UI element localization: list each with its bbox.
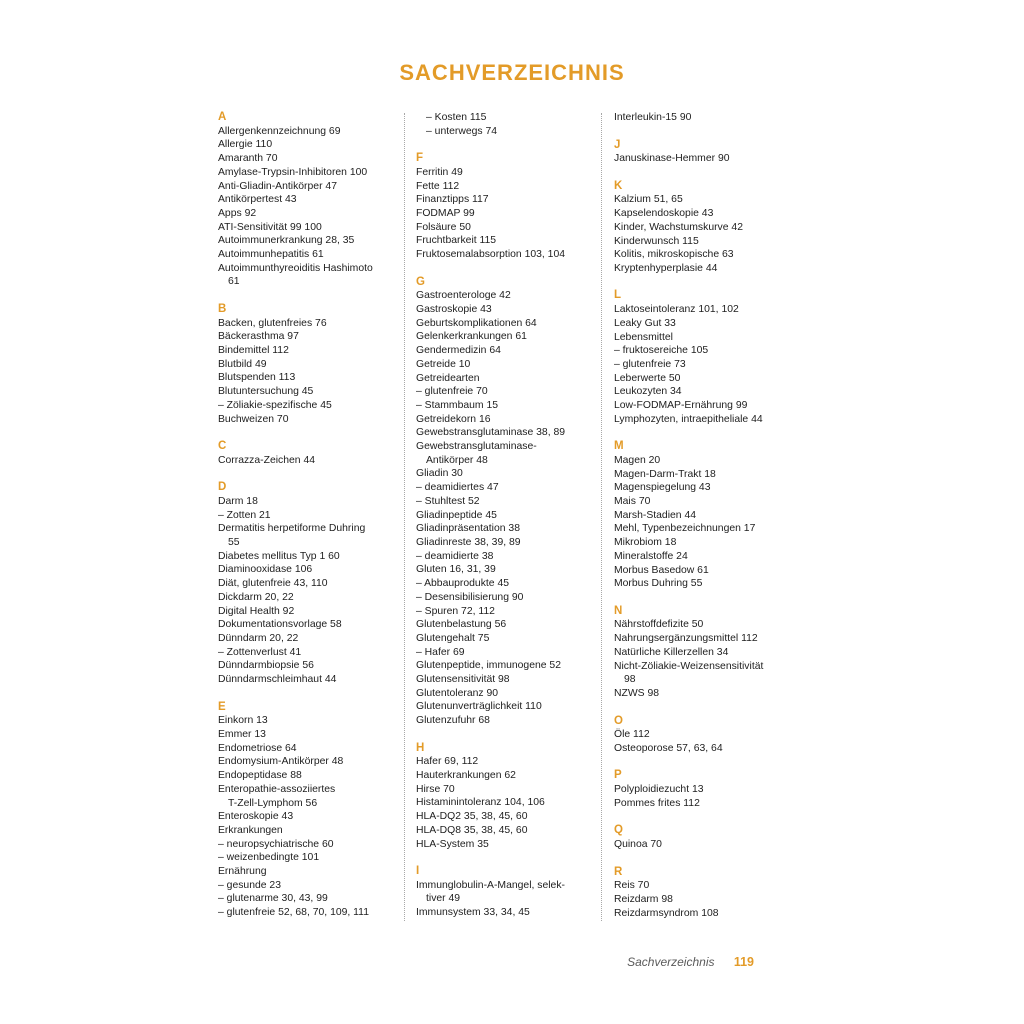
index-letter-heading: K (614, 179, 623, 192)
index-entry: Gliadinreste 38, 39, 89 (416, 536, 521, 548)
index-entry: FODMAP 99 (416, 208, 475, 220)
index-entry: Morbus Basedow 61 (614, 564, 709, 576)
index-entry: Dickdarm 20, 22 (218, 591, 294, 603)
index-entry: – Abbauprodukte 45 (416, 578, 510, 590)
index-letter-heading: D (218, 481, 227, 494)
index-entry: Darm 18 (218, 495, 258, 507)
index-entry: Lymphozyten, intraepitheliale 44 (614, 413, 763, 425)
index-entry: Kinder, Wachstumskurve 42 (614, 221, 743, 233)
index-group (218, 111, 398, 289)
index-entry: Enteroskopie 43 (218, 811, 294, 823)
index-entry: Diaminooxidase 106 (218, 564, 313, 576)
index-entry: Öle 112 (614, 729, 650, 741)
index-group (218, 481, 398, 687)
index-letter-heading: A (218, 111, 227, 123)
index-entry: Nahrungsergänzungsmittel 112 (614, 633, 758, 645)
index-entry: Kryptenhyperplasie 44 (614, 262, 718, 274)
index-entry: Morbus Duhring 55 (614, 578, 703, 590)
index-entry: Histaminintoleranz 104, 106 (416, 797, 545, 809)
index-entry: Getreidekorn 16 (416, 413, 491, 425)
index-entry: Leukozyten 34 (614, 386, 682, 398)
index-entry: Antikörper 48 (426, 454, 488, 466)
index-group (614, 866, 814, 921)
index-entry: – Desensibilisierung 90 (416, 591, 524, 603)
index-letter-heading: J (614, 138, 621, 151)
index-group (614, 769, 814, 810)
index-entry: HLA-System 35 (416, 838, 489, 850)
column-separator (404, 113, 405, 921)
index-entry: Fette 112 (416, 180, 460, 192)
index-entry: Immunsystem 33, 34, 45 (416, 907, 530, 919)
index-entry: Magen 20 (614, 454, 661, 466)
index-group (614, 824, 814, 851)
index-entry: Gliadin 30 (416, 468, 463, 480)
index-entry: Fruktosemalabsorption 103, 104 (416, 249, 566, 261)
index-group (218, 303, 398, 426)
index-entry: Gelenkerkrankungen 61 (416, 331, 527, 343)
index-entry: – Zöliakie-spezifische 45 (218, 399, 332, 411)
index-group (416, 865, 596, 920)
index-entry: – fruktosereiche 105 (614, 345, 709, 357)
index-entry: Gewebstransglutaminase 38, 89 (416, 427, 566, 439)
index-entry: – Zotten 21 (218, 509, 271, 521)
index-entry: – Stammbaum 15 (416, 399, 499, 411)
index-group (218, 701, 398, 920)
index-entry: Leberwerte 50 (614, 372, 681, 384)
index-group (614, 289, 814, 426)
index-entry: Glutenpeptide, immunogene 52 (416, 660, 561, 672)
index-entry: Ernährung (218, 866, 267, 878)
index-entry: Dünndarmbiopsie 56 (218, 660, 314, 672)
page-number: 119 (733, 955, 754, 969)
index-entry: Finanztipps 117 (416, 194, 489, 206)
index-entry: Amaranth 70 (218, 153, 278, 165)
page-title: SACHVERZEICHNIS (399, 60, 625, 85)
index-letter-heading: L (614, 289, 622, 302)
index-entry: Kolitis, mikroskopische 63 (614, 249, 734, 261)
index-entry: – Hafer 69 (416, 646, 465, 658)
index-entry: Allergie 110 (218, 139, 273, 151)
index-entry: Allergenkennzeichnung 69 (218, 125, 341, 137)
index-group (416, 111, 596, 138)
index-group (614, 139, 814, 166)
index-entry: Einkorn 13 (218, 715, 268, 727)
index-entry: Mais 70 (614, 496, 651, 508)
index-entry: Backen, glutenfreies 76 (218, 317, 327, 329)
index-entry: – neuropsychiatrische 60 (218, 838, 334, 850)
index-entry: Low-FODMAP-Ernährung 99 (614, 400, 748, 412)
index-group (614, 111, 814, 125)
index-entry: Dünndarmschleimhaut 44 (218, 674, 337, 686)
index-entry: Diabetes mellitus Typ 1 60 (218, 550, 340, 562)
index-group (416, 152, 596, 262)
index-letter-heading: O (614, 714, 623, 727)
index-entry: HLA-DQ2 35, 38, 45, 60 (416, 811, 528, 823)
index-column-3 (614, 111, 814, 934)
index-entry: Glutenbelastung 56 (416, 619, 507, 631)
index-entry: Osteoporose 57, 63, 64 (614, 742, 723, 754)
index-entry: Ferritin 49 (416, 166, 463, 178)
index-entry: Kapselendoskopie 43 (614, 208, 714, 220)
index-entry: Nicht-Zöliakie-Weizensensitivität (614, 660, 764, 672)
index-entry: Digital Health 92 (218, 605, 295, 617)
index-entry: Magen-Darm-Trakt 18 (614, 468, 716, 480)
index-entry: Endomysium-Antikörper 48 (218, 756, 344, 768)
index-letter-heading: P (614, 769, 622, 782)
index-entry: Immunglobulin-A-Mangel, selek- (416, 879, 565, 891)
index-letter-heading: E (218, 700, 226, 713)
index-entry: Glutensensitivität 98 (416, 674, 510, 686)
index-entry: – glutenfreie 52, 68, 70, 109, 111 (218, 907, 369, 919)
index-entry: Buchweizen 70 (218, 413, 289, 425)
index-entry: Quinoa 70 (614, 839, 662, 851)
index-entry: Endometriose 64 (218, 742, 297, 754)
index-entry: Autoimmunhepatitis 61 (218, 249, 324, 261)
index-entry: tiver 49 (426, 893, 461, 905)
index-entry: Reizdarm 98 (614, 893, 673, 905)
index-entry: Hauterkrankungen 62 (416, 770, 516, 782)
index-entry: – unterwegs 74 (426, 125, 498, 137)
index-letter-heading: R (614, 865, 623, 878)
index-entry: 61 (228, 276, 240, 288)
index-entry: Anti-Gliadin-Antikörper 47 (218, 180, 337, 192)
index-entry: Lebensmittel (614, 331, 673, 343)
index-entry: Reizdarmsyndrom 108 (614, 907, 719, 919)
index-entry: T-Zell-Lymphom 56 (228, 797, 318, 809)
index-column-1 (218, 111, 398, 934)
index-entry: Endopeptidase 88 (218, 770, 302, 782)
footer-section-label: Sachverzeichnis (627, 955, 715, 969)
index-entry: Dokumentationsvorlage 58 (218, 619, 342, 631)
index-entry: NZWS 98 (614, 688, 660, 699)
index-letter-heading: Q (614, 824, 623, 837)
index-entry: – gesunde 23 (218, 879, 281, 891)
column-separator (601, 113, 602, 921)
index-group (614, 715, 814, 756)
index-entry: Kalzium 51, 65 (614, 194, 683, 206)
index-entry: – Stuhltest 52 (416, 495, 480, 507)
index-entry: Blutuntersuchung 45 (218, 386, 314, 398)
index-entry: Gastroskopie 43 (416, 304, 492, 316)
index-entry: Nährstoffdefizite 50 (614, 619, 704, 631)
index-entry: Glutenunverträglichkeit 110 (416, 701, 542, 713)
index-entry: Polyploidiezucht 13 (614, 784, 704, 796)
index-entry: Reis 70 (614, 880, 650, 892)
index-entry: Blutbild 49 (218, 358, 267, 370)
index-entry: Getreidearten (416, 372, 480, 384)
index-letter-heading: H (416, 741, 425, 754)
index-group (218, 440, 398, 467)
index-entry: Natürliche Killerzellen 34 (614, 646, 729, 658)
index-entry: Geburtskomplikationen 64 (416, 317, 537, 329)
index-entry: Gluten 16, 31, 39 (416, 564, 496, 576)
index-entry: Gliadinpräsentation 38 (416, 523, 520, 535)
index-entry: Glutengehalt 75 (416, 632, 490, 644)
index-letter-heading: C (218, 440, 227, 453)
index-entry: Glutenzufuhr 68 (416, 715, 490, 727)
index-entry: Diät, glutenfreie 43, 110 (218, 578, 328, 590)
index-entry: Gewebstransglutaminase- (416, 441, 537, 453)
index-entry: 98 (624, 674, 636, 686)
index-entry: – glutenfreie 73 (614, 358, 686, 370)
index-entry: – Kosten 115 (426, 112, 487, 123)
index-letter-heading: F (416, 152, 424, 165)
index-entry: Autoimmunthyreoiditis Hashimoto (218, 262, 373, 274)
index-entry: 55 (228, 537, 240, 549)
index-entry: Glutentoleranz 90 (416, 687, 499, 699)
index-entry: Mikrobiom 18 (614, 537, 677, 549)
index-entry: Magenspiegelung 43 (614, 482, 711, 494)
index-entry: – glutenarme 30, 43, 99 (218, 893, 328, 905)
index-entry: Marsh-Stadien 44 (614, 509, 697, 521)
index-entry: Amylase-Trypsin-Inhibitoren 100 (218, 166, 368, 178)
index-letter-heading: B (218, 302, 227, 315)
index-entry: Corrazza-Zeichen 44 (218, 454, 316, 466)
index-entry: Hafer 69, 112 (416, 756, 479, 768)
index-entry: – glutenfreie 70 (416, 386, 488, 398)
index-entry: – weizenbedingte 101 (218, 852, 320, 864)
index-entry: Kinderwunsch 115 (614, 235, 699, 247)
index-letter-heading: G (416, 275, 425, 288)
index-entry: Hirse 70 (416, 783, 455, 795)
index-entry: Laktoseintoleranz 101, 102 (614, 304, 739, 316)
index-entry: Interleukin-15 90 (614, 112, 692, 123)
index-entry: Antikörpertest 43 (218, 194, 297, 206)
index-entry: Blutspenden 113 (218, 372, 296, 384)
index-entry: Januskinase-Hemmer 90 (614, 153, 730, 165)
index-entry: Erkrankungen (218, 824, 283, 836)
index-entry: Gendermedizin 64 (416, 345, 501, 357)
index-entry: Mehl, Typenbezeichnungen 17 (614, 523, 756, 535)
index-entry: Enteropathie-assoziiertes (218, 783, 336, 795)
index-entry: Getreide 10 (416, 358, 471, 370)
index-entry: Pommes frites 112 (614, 797, 700, 809)
index-letter-heading: M (614, 440, 624, 453)
index-entry: – deamidierte 38 (416, 550, 494, 562)
index-entry: Apps 92 (218, 207, 257, 219)
page-footer (627, 955, 754, 969)
index-entry: Leaky Gut 33 (614, 317, 676, 329)
index-entry: Bäckerasthma 97 (218, 331, 299, 343)
index-entry: Folsäure 50 (416, 221, 471, 233)
index-entry: – deamidiertes 47 (416, 482, 499, 494)
index-entry: Bindemittel 112 (218, 345, 289, 357)
index-entry: Emmer 13 (218, 729, 266, 741)
index-entry: – Spuren 72, 112 (416, 605, 495, 617)
index-entry: Autoimmunerkrankung 28, 35 (218, 235, 355, 247)
index-group (416, 276, 596, 728)
index-letter-heading: N (614, 604, 623, 617)
index-letter-heading: I (416, 865, 420, 878)
index-entry: ATI-Sensitivität 99 100 (218, 221, 322, 233)
index-group (614, 440, 814, 591)
index-group (416, 742, 596, 852)
index-column-2 (416, 111, 596, 934)
index-entry: Gliadinpeptide 45 (416, 509, 497, 521)
index-entry: Fruchtbarkeit 115 (416, 235, 497, 247)
index-entry: Mineralstoffe 24 (614, 550, 688, 562)
index-entry: – Zottenverlust 41 (218, 646, 302, 658)
index-group (614, 605, 814, 701)
index-entry: Gastroenterologe 42 (416, 290, 511, 302)
index-group (614, 180, 814, 276)
index-entry: Dünndarm 20, 22 (218, 633, 299, 644)
index-entry: Dermatitis herpetiforme Duhring (218, 523, 366, 535)
index-entry: HLA-DQ8 35, 38, 45, 60 (416, 824, 528, 836)
